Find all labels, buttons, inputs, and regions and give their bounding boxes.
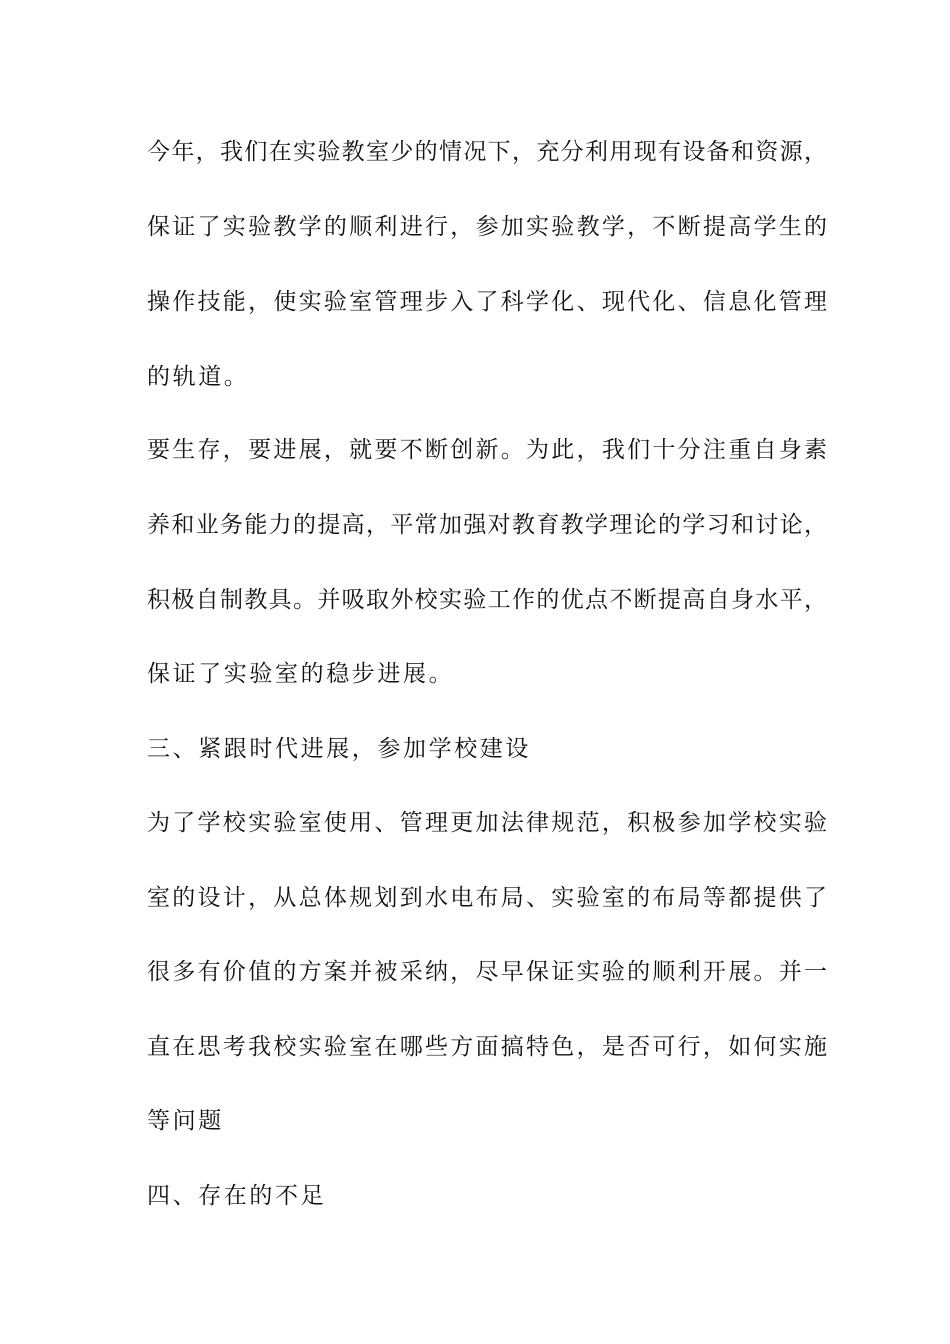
paragraph-line: 直在思考我校实验室在哪些方面搞特色，是否可行，如何实施 xyxy=(147,1034,827,1060)
paragraph-line: 今年，我们在实验教室少的情况下，充分利用现有设备和资源， xyxy=(147,139,827,165)
paragraph-line: 要生存，要进展，就要不断创新。为此，我们十分注重自身素 xyxy=(147,437,827,463)
paragraph-line: 很多有价值的方案并被采纳，尽早保证实验的顺利开展。并一 xyxy=(147,959,827,985)
paragraph-line: 保证了实验教学的顺利进行，参加实验教学，不断提高学生的 xyxy=(147,214,827,240)
paragraph-line: 保证了实验室的稳步进展。 xyxy=(147,661,455,687)
paragraph-line: 等问题 xyxy=(147,1108,224,1134)
paragraph-line: 室的设计，从总体规划到水电布局、实验室的布局等都提供了 xyxy=(147,885,827,911)
paragraph-line: 为了学校实验室使用、管理更加法律规范，积极参加学校实验 xyxy=(147,810,827,836)
paragraph-line: 的轨道。 xyxy=(147,364,250,390)
paragraph-line: 操作技能，使实验室管理步入了科学化、现代化、信息化管理 xyxy=(147,289,827,315)
section-heading: 三、紧跟时代进展，参加学校建设 xyxy=(147,736,531,762)
paragraph-line: 积极自制教具。并吸取外校实验工作的优点不断提高自身水平， xyxy=(147,587,827,613)
section-heading: 四、存在的不足 xyxy=(147,1183,327,1209)
paragraph-line: 养和业务能力的提高，平常加强对教育教学理论的学习和讨论， xyxy=(147,512,827,538)
